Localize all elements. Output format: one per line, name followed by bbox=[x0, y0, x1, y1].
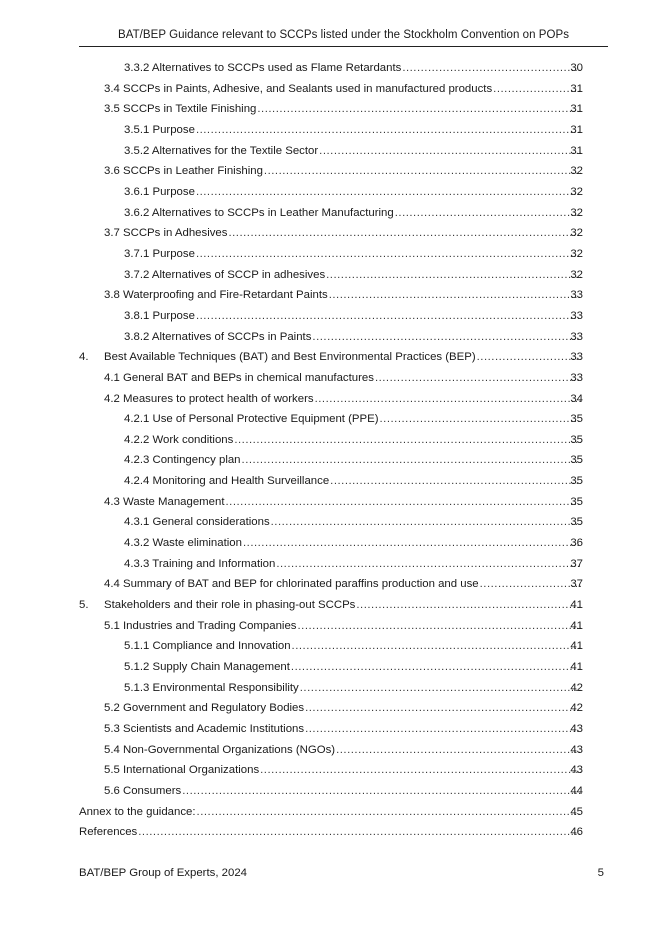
dot-leader bbox=[305, 719, 581, 740]
toc-entry-title[interactable]: 3.7.1 Purpose bbox=[124, 247, 195, 260]
toc-entry-title[interactable]: 5.1.1 Compliance and Innovation bbox=[124, 640, 291, 653]
toc-entry[interactable] bbox=[0, 574, 662, 595]
dot-leader bbox=[480, 574, 581, 595]
toc-entry-title[interactable]: 3.7.2 Alternatives of SCCP in adhesives bbox=[124, 268, 326, 281]
toc-entry-number: 5. bbox=[79, 599, 89, 612]
toc-entry-page: 43 bbox=[570, 723, 583, 735]
toc-entry-title[interactable]: 3.8.2 Alternatives of SCCPs in Paints bbox=[124, 330, 312, 343]
toc-entry-page: 33 bbox=[570, 309, 583, 322]
toc-entry-title[interactable]: References bbox=[79, 826, 138, 839]
toc-entry[interactable] bbox=[0, 430, 662, 451]
toc-entry-page: 33 bbox=[570, 289, 583, 302]
dot-leader bbox=[330, 471, 581, 492]
toc-entry-page: 41 bbox=[570, 619, 583, 632]
dot-leader bbox=[312, 327, 581, 348]
toc-entry-page: 46 bbox=[570, 826, 583, 839]
dot-leader bbox=[196, 244, 581, 265]
toc-entry[interactable] bbox=[0, 657, 662, 678]
toc-entry-page: 33 bbox=[570, 351, 583, 364]
table-of-contents bbox=[0, 58, 662, 843]
toc-entry[interactable] bbox=[0, 760, 662, 781]
dot-leader bbox=[196, 182, 581, 203]
toc-entry-page: 45 bbox=[570, 805, 583, 818]
toc-entry-title[interactable]: 3.7 SCCPs in Adhesives bbox=[104, 227, 228, 240]
dot-leader bbox=[242, 450, 581, 471]
toc-entry[interactable] bbox=[0, 285, 662, 306]
toc-entry-page: 32 bbox=[570, 206, 583, 219]
toc-entry-page: 41 bbox=[570, 661, 583, 674]
toc-entry-title[interactable]: Stakeholders and their role in phasing-out SCCPs bbox=[104, 599, 356, 612]
toc-entry-page: 32 bbox=[570, 268, 583, 281]
toc-entry-page: 31 bbox=[570, 144, 583, 157]
toc-entry[interactable] bbox=[0, 161, 662, 182]
toc-entry-title[interactable]: 4.2.2 Work conditions bbox=[124, 433, 234, 446]
toc-entry-page: 31 bbox=[570, 82, 583, 95]
toc-entry-title[interactable]: 3.5.2 Alternatives for the Textile Sector bbox=[124, 144, 319, 157]
toc-entry-title[interactable]: 3.6 SCCPs in Leather Finishing bbox=[104, 165, 263, 178]
toc-entry-page: 41 bbox=[570, 599, 583, 612]
dot-leader bbox=[329, 285, 581, 306]
toc-entry[interactable] bbox=[0, 492, 662, 513]
toc-entry[interactable] bbox=[0, 306, 662, 327]
toc-entry[interactable] bbox=[0, 79, 662, 100]
toc-entry[interactable] bbox=[0, 533, 662, 554]
toc-entry-page: 36 bbox=[570, 537, 583, 550]
toc-entry[interactable] bbox=[0, 141, 662, 162]
toc-entry-title[interactable]: 3.6.2 Alternatives to SCCPs in Leather Manufacturing bbox=[124, 206, 394, 219]
toc-entry-page: 30 bbox=[570, 62, 583, 74]
dot-leader bbox=[402, 58, 581, 79]
toc-entry-title[interactable]: 5.5 International Organizations bbox=[104, 764, 260, 777]
toc-entry-title[interactable]: Best Available Techniques (BAT) and Best Environmental Practices (BEP) bbox=[104, 351, 476, 364]
toc-entry-title[interactable]: 4.2.1 Use of Personal Protective Equipment (PPE) bbox=[124, 413, 379, 426]
toc-entry[interactable] bbox=[0, 409, 662, 430]
dot-leader bbox=[182, 781, 581, 802]
toc-entry[interactable] bbox=[0, 182, 662, 203]
toc-entry-page: 33 bbox=[570, 330, 583, 343]
toc-entry[interactable] bbox=[0, 203, 662, 224]
toc-entry[interactable] bbox=[0, 781, 662, 802]
toc-entry-title[interactable]: 4.1 General BAT and BEPs in chemical manufactures bbox=[104, 371, 374, 384]
toc-entry[interactable] bbox=[0, 58, 662, 79]
toc-entry-title[interactable]: 4.4 Summary of BAT and BEP for chlorinated paraffins production and use bbox=[104, 578, 479, 591]
dot-leader bbox=[196, 120, 581, 141]
dot-leader bbox=[300, 678, 581, 699]
dot-leader bbox=[336, 740, 581, 761]
dot-leader bbox=[326, 265, 581, 286]
toc-entry-page: 34 bbox=[570, 392, 583, 405]
toc-entry[interactable] bbox=[0, 471, 662, 492]
toc-entry-page: 42 bbox=[570, 702, 583, 715]
toc-entry[interactable] bbox=[0, 223, 662, 244]
toc-entry[interactable] bbox=[0, 450, 662, 471]
toc-entry-page: 35 bbox=[570, 433, 583, 446]
toc-entry-title[interactable]: 4.2.4 Monitoring and Health Surveillance bbox=[124, 475, 330, 488]
dot-leader bbox=[264, 161, 581, 182]
toc-entry-title[interactable]: 5.1 Industries and Trading Companies bbox=[104, 619, 297, 632]
dot-leader bbox=[477, 347, 581, 368]
dot-leader bbox=[305, 698, 581, 719]
dot-leader bbox=[315, 389, 581, 410]
toc-entry-title[interactable]: 3.5 SCCPs in Textile Finishing bbox=[104, 103, 257, 116]
toc-entry-page: 35 bbox=[570, 413, 583, 426]
dot-leader bbox=[243, 533, 581, 554]
dot-leader bbox=[196, 306, 581, 327]
toc-entry-page: 35 bbox=[570, 454, 583, 467]
toc-entry-title[interactable]: 4.3.2 Waste elimination bbox=[124, 537, 242, 550]
toc-entry-title[interactable]: 4.3.3 Training and Information bbox=[124, 557, 276, 570]
toc-entry[interactable] bbox=[0, 368, 662, 389]
toc-entry[interactable] bbox=[0, 740, 662, 761]
toc-entry-page: 32 bbox=[570, 185, 583, 198]
toc-entry-title[interactable]: 4.2.3 Contingency plan bbox=[124, 454, 241, 467]
toc-entry-title[interactable]: 3.8 Waterproofing and Fire-Retardant Paints bbox=[104, 289, 328, 302]
footer-page-number: 5 bbox=[597, 867, 604, 879]
toc-entry-title[interactable]: 4.3 Waste Management bbox=[104, 495, 225, 508]
dot-leader bbox=[292, 636, 581, 657]
footer-credit: BAT/BEP Group of Experts, 2024 bbox=[79, 867, 247, 879]
toc-entry[interactable] bbox=[0, 698, 662, 719]
toc-entry-page: 44 bbox=[570, 784, 583, 797]
toc-entry-page: 37 bbox=[570, 578, 583, 591]
toc-entry[interactable] bbox=[0, 719, 662, 740]
dot-leader bbox=[257, 99, 581, 120]
dot-leader bbox=[226, 492, 581, 513]
toc-entry[interactable] bbox=[0, 347, 662, 368]
toc-entry[interactable] bbox=[0, 822, 662, 843]
toc-entry-page: 32 bbox=[570, 165, 583, 178]
dot-leader bbox=[380, 409, 581, 430]
toc-entry-title[interactable]: 5.1.2 Supply Chain Management bbox=[124, 661, 290, 674]
toc-entry-title[interactable]: 3.5.1 Purpose bbox=[124, 123, 195, 136]
toc-entry-title[interactable]: 5.4 Non-Governmental Organizations (NGOs) bbox=[104, 743, 336, 756]
toc-entry-page: 41 bbox=[570, 640, 583, 653]
toc-entry-page: 31 bbox=[570, 103, 583, 116]
header-rule bbox=[79, 46, 608, 47]
toc-entry-title[interactable]: Annex to the guidance: bbox=[79, 805, 196, 818]
running-header: BAT/BEP Guidance relevant to SCCPs listed under the Stockholm Convention on POPs bbox=[117, 29, 570, 41]
dot-leader bbox=[271, 512, 581, 533]
toc-entry[interactable] bbox=[0, 678, 662, 699]
toc-entry[interactable] bbox=[0, 802, 662, 823]
toc-entry-page: 43 bbox=[570, 764, 583, 777]
toc-entry-page: 35 bbox=[570, 475, 583, 488]
dot-leader bbox=[276, 554, 581, 575]
dot-leader bbox=[138, 822, 581, 843]
dot-leader bbox=[375, 368, 581, 389]
toc-entry-title[interactable]: 5.1.3 Environmental Responsibility bbox=[124, 681, 299, 694]
toc-entry[interactable] bbox=[0, 265, 662, 286]
toc-entry-title[interactable]: 5.2 Government and Regulatory Bodies bbox=[104, 702, 305, 715]
toc-entry[interactable] bbox=[0, 389, 662, 410]
toc-entry-title[interactable]: 4.2 Measures to protect health of workers bbox=[104, 392, 314, 405]
toc-entry[interactable] bbox=[0, 636, 662, 657]
toc-entry-title[interactable]: 3.4 SCCPs in Paints, Adhesive, and Sealants used in manufactured products bbox=[104, 82, 493, 95]
dot-leader bbox=[234, 430, 581, 451]
toc-entry-page: 42 bbox=[570, 681, 583, 694]
dot-leader bbox=[291, 657, 581, 678]
toc-entry[interactable] bbox=[0, 120, 662, 141]
toc-entry[interactable] bbox=[0, 554, 662, 575]
toc-entry-page: 31 bbox=[570, 123, 583, 136]
toc-entry[interactable] bbox=[0, 512, 662, 533]
toc-entry[interactable] bbox=[0, 616, 662, 637]
toc-entry-page: 35 bbox=[570, 495, 583, 508]
dot-leader bbox=[228, 223, 581, 244]
toc-entry-page: 32 bbox=[570, 247, 583, 260]
toc-entry-title[interactable]: 3.6.1 Purpose bbox=[124, 185, 195, 198]
toc-entry-title[interactable]: 5.6 Consumers bbox=[104, 784, 182, 797]
toc-entry-title[interactable]: 3.8.1 Purpose bbox=[124, 309, 195, 322]
toc-entry-number: 4. bbox=[79, 351, 89, 364]
dot-leader bbox=[319, 141, 581, 162]
toc-entry-page: 37 bbox=[570, 557, 583, 570]
toc-entry-title[interactable]: 3.3.2 Alternatives to SCCPs used as Flame Retardants bbox=[124, 62, 402, 74]
dot-leader bbox=[197, 802, 581, 823]
toc-entry-page: 33 bbox=[570, 371, 583, 384]
toc-entry-title[interactable]: 4.3.1 General considerations bbox=[124, 516, 270, 529]
toc-entry[interactable] bbox=[0, 244, 662, 265]
toc-entry[interactable] bbox=[0, 327, 662, 348]
dot-leader bbox=[493, 79, 581, 100]
toc-entry-page: 32 bbox=[570, 227, 583, 240]
dot-leader bbox=[298, 616, 582, 637]
dot-leader bbox=[356, 595, 581, 616]
dot-leader bbox=[395, 203, 581, 224]
toc-entry-page: 43 bbox=[570, 743, 583, 756]
toc-entry[interactable] bbox=[0, 99, 662, 120]
toc-entry-page: 35 bbox=[570, 516, 583, 529]
toc-entry[interactable] bbox=[0, 595, 662, 616]
dot-leader bbox=[260, 760, 581, 781]
toc-entry-title[interactable]: 5.3 Scientists and Academic Institutions bbox=[104, 723, 305, 735]
